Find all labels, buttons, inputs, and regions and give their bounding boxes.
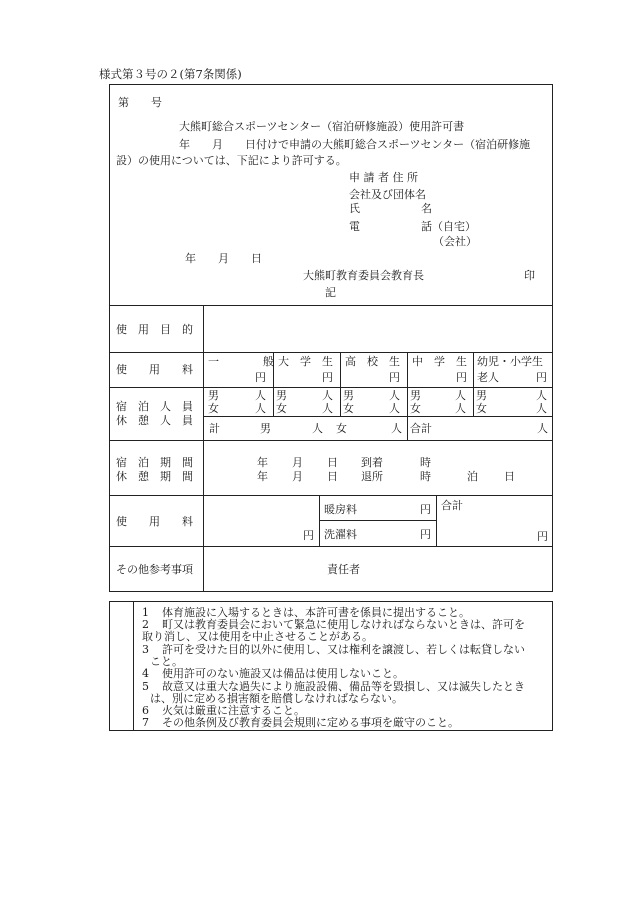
period-day: 日: [327, 456, 338, 469]
period-month: 月: [292, 470, 303, 483]
fee-child-label: 幼児・小学生: [477, 355, 543, 368]
persons-male: 男: [276, 389, 287, 402]
applicant-name-a: 氏: [349, 202, 360, 215]
note-4-no: 4: [142, 667, 149, 680]
row-label-purpose: 使 用 目 的: [116, 323, 193, 336]
laundry-fee-label: 洗濯料: [324, 528, 357, 541]
responsible-label: 責任者: [327, 563, 360, 576]
note-3-cont: こと。: [150, 655, 183, 668]
fee-total-yen: 円: [537, 530, 548, 543]
intro-line-1: 年 月 日付けで申請の大熊町総合スポーツセンター（宿泊研修施: [179, 138, 531, 151]
period-hour: 時: [420, 470, 431, 483]
period-year: 年: [257, 470, 268, 483]
note-5-text: 故意又は重大な過失により施設設備、備品等を毀損し、又は滅失したとき: [162, 680, 525, 693]
applicant-name-b: 名: [421, 202, 432, 215]
period-arrival: 到着: [361, 456, 383, 469]
fee-middle-yen: 円: [456, 371, 467, 384]
persons-male: 男: [410, 389, 421, 402]
fee-university-yen: 円: [322, 371, 333, 384]
note-5-cont: は、別に定める損害額を賠償しなければならない。: [150, 692, 403, 705]
period-day: 日: [327, 470, 338, 483]
persons-unit: 人: [255, 389, 266, 402]
persons-unit: 人: [389, 402, 400, 415]
fee-university-label: 大 学 生: [278, 355, 333, 368]
issuer: 大熊町教育委員会教育長: [303, 269, 424, 282]
total-female: 女: [336, 422, 347, 435]
period-month: 月: [292, 456, 303, 469]
form-id: 様式第３号の２(第7条関係): [99, 67, 242, 81]
period-days: 日: [504, 470, 515, 483]
row-label-fee-detail: 使 用 料: [116, 515, 193, 528]
persons-unit: 人: [455, 402, 466, 415]
fee-child-yen: 円: [536, 371, 547, 384]
fee-general-yen: 円: [255, 371, 266, 384]
note-7-no: 7: [142, 716, 149, 729]
heating-fee-label: 暖房料: [324, 503, 357, 516]
persons-unit: 人: [322, 402, 333, 415]
applicant-tel-a: 電: [349, 220, 360, 233]
fee-elderly-label: 老人: [477, 371, 499, 384]
issue-date: 年 月 日: [185, 252, 262, 265]
persons-unit: 人: [391, 422, 402, 435]
persons-female: 女: [476, 402, 487, 415]
row-label-rest-persons: 休 憩 人 員: [116, 414, 193, 427]
note-1-no: 1: [142, 606, 149, 619]
persons-male: 男: [476, 389, 487, 402]
fee-middle-label: 中 学 生: [412, 355, 467, 368]
ki-label: 記: [325, 286, 336, 299]
note-7-text: その他条例及び教育委員会規則に定める事項を厳守のこと。: [162, 716, 459, 729]
intro-line-2: 設）の使用については、下記により許可する。: [116, 154, 347, 167]
persons-unit: 人: [537, 422, 548, 435]
fee-high-label: 高 校 生: [345, 355, 400, 368]
persons-female: 女: [343, 402, 354, 415]
row-label-other: その他参考事項: [116, 563, 193, 576]
laundry-fee-yen: 円: [420, 528, 431, 541]
note-5-no: 5: [142, 680, 149, 693]
fee-total-label: 合計: [441, 499, 463, 512]
document-number: 第 号: [118, 96, 162, 109]
persons-unit: 人: [322, 389, 333, 402]
period-year: 年: [257, 456, 268, 469]
heating-fee-yen: 円: [420, 503, 431, 516]
persons-male: 男: [343, 389, 354, 402]
persons-unit: 人: [389, 389, 400, 402]
applicant-org: 会社及び団体名: [349, 188, 426, 201]
period-nights: 泊: [467, 470, 478, 483]
applicant-tel-b: 話（自宅）: [421, 220, 476, 233]
row-label-rest-period: 休 憩 期 間: [116, 470, 193, 483]
note-1-text: 体育施設に入場するときは、本許可書を係員に提出すること。: [162, 606, 470, 619]
grand-total-label: 合計: [410, 422, 432, 435]
persons-unit: 人: [536, 402, 547, 415]
note-6-no: 6: [142, 704, 149, 717]
persons-female: 女: [276, 402, 287, 415]
row-label-stay-period: 宿 泊 期 間: [116, 456, 193, 469]
note-2-text: 町又は教育委員会において緊急に使用しなければならないときは、許可を: [162, 618, 525, 631]
persons-unit: 人: [536, 389, 547, 402]
period-departure: 退所: [361, 470, 383, 483]
persons-female: 女: [208, 402, 219, 415]
total-label: 計: [209, 422, 220, 435]
persons-male: 男: [208, 389, 219, 402]
persons-female: 女: [410, 402, 421, 415]
document-title: 大熊町総合スポーツセンター（宿泊研修施設）使用許可書: [179, 120, 465, 133]
row-label-stay-persons: 宿 泊 人 員: [116, 400, 193, 413]
total-male: 男: [260, 422, 271, 435]
applicant-tel-c: （会社）: [433, 235, 477, 248]
note-3-text: 許可を受けた目的以外に使用し、又は権利を譲渡し、若しくは転貸しない: [162, 643, 525, 656]
persons-unit: 人: [455, 389, 466, 402]
persons-unit: 人: [312, 422, 323, 435]
fee-high-yen: 円: [389, 371, 400, 384]
note-6-text: 火気は厳重に注意すること。: [162, 704, 305, 717]
persons-unit: 人: [255, 402, 266, 415]
note-4-text: 使用許可のない施設又は備品は使用しないこと。: [162, 667, 404, 680]
fee-general-label: 一 般: [208, 355, 274, 368]
period-hour: 時: [420, 456, 431, 469]
applicant-address: 申 請 者 住 所: [349, 171, 418, 184]
seal-mark: 印: [524, 269, 535, 282]
row-label-fee: 使 用 料: [116, 363, 193, 376]
note-3-no: 3: [142, 643, 149, 656]
note-2-cont: 取り消し、又は使用を中止させることがある。: [142, 630, 373, 643]
fee-base-yen: 円: [303, 529, 314, 542]
note-2-no: 2: [142, 618, 149, 631]
